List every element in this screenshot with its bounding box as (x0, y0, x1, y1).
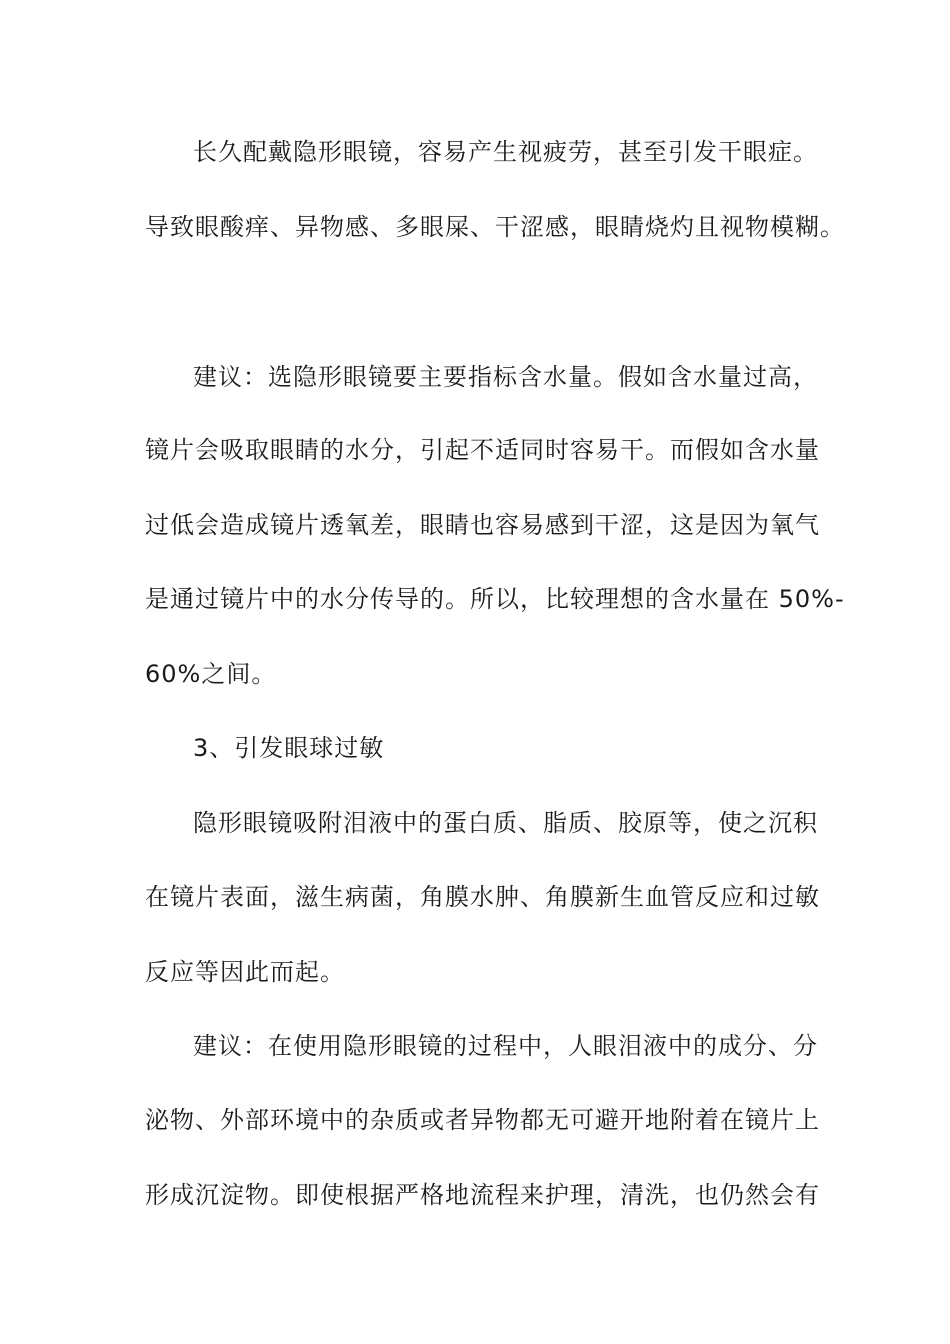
paragraph-line: 是通过镜片中的水分传导的。所以，比较理想的含水量在 50%- (145, 585, 845, 613)
section-heading: 3、引发眼球过敏 (193, 734, 385, 762)
paragraph-line: 建议：选隐形眼镜要主要指标含水量。假如含水量过高， (193, 363, 818, 391)
paragraph-line: 镜片会吸取眼睛的水分，引起不适同时容易干。而假如含水量 (145, 436, 820, 464)
paragraph-line: 反应等因此而起。 (145, 958, 345, 986)
paragraph-line: 隐形眼镜吸附泪液中的蛋白质、脂质、胶原等，使之沉积 (193, 809, 818, 837)
paragraph-line: 在镜片表面，滋生病菌，角膜水肿、角膜新生血管反应和过敏 (145, 883, 820, 911)
paragraph-line: 导致眼酸痒、异物感、多眼屎、干涩感，眼睛烧灼且视物模糊。 (145, 213, 845, 241)
paragraph-line: 泌物、外部环境中的杂质或者异物都无可避开地附着在镜片上 (145, 1106, 820, 1134)
paragraph-line: 过低会造成镜片透氧差，眼睛也容易感到干涩，这是因为氧气 (145, 511, 820, 539)
paragraph-line: 长久配戴隐形眼镜，容易产生视疲劳，甚至引发干眼症。 (193, 138, 818, 166)
paragraph-line: 建议：在使用隐形眼镜的过程中，人眼泪液中的成分、分 (193, 1032, 818, 1060)
paragraph-line: 60%之间。 (145, 660, 277, 688)
paragraph-line: 形成沉淀物。即使根据严格地流程来护理，清洗，也仍然会有 (145, 1181, 820, 1209)
